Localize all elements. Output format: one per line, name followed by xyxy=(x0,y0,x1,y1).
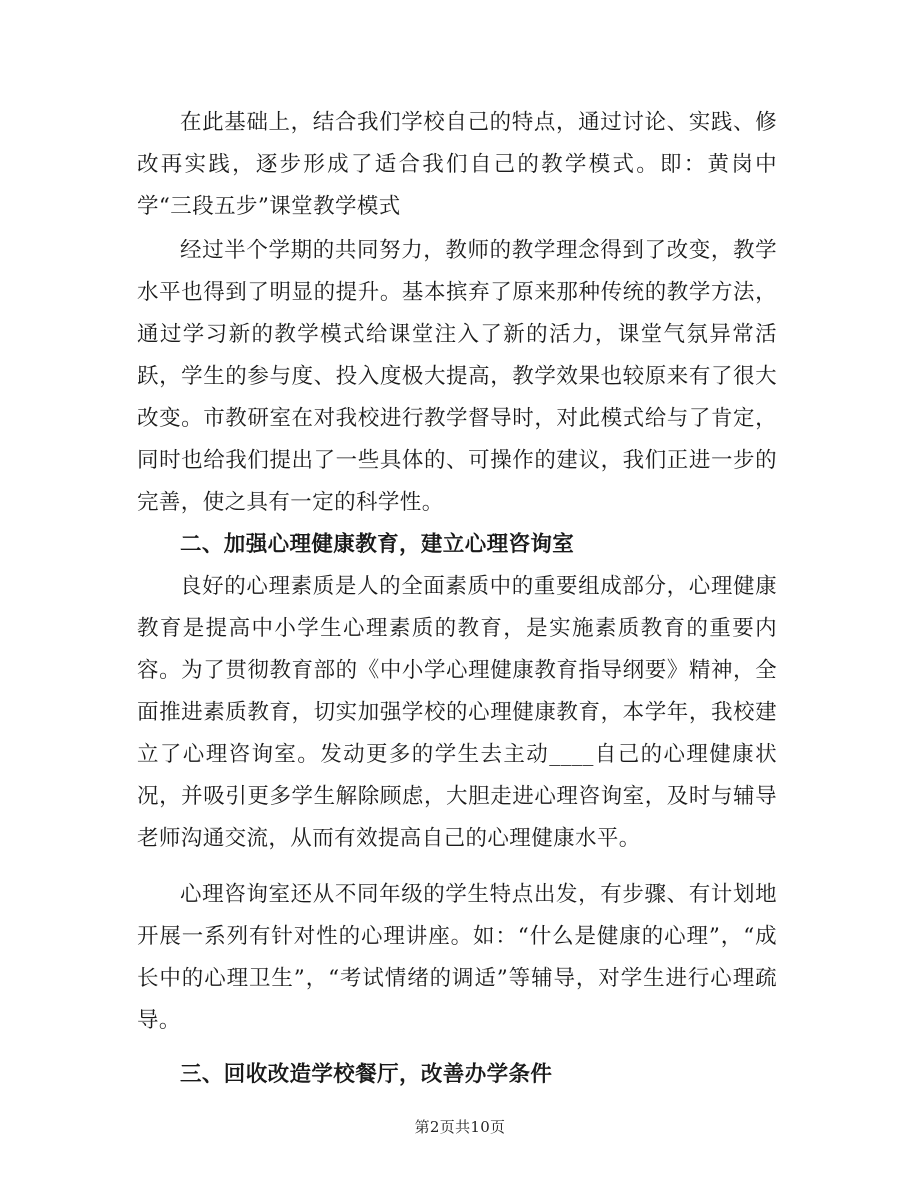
document-body xyxy=(137,102,777,1096)
paragraph: 经过半个学期的共同努力，教师的教学理念得到了改变，教学水平也得到了明显的提升。基本摈弃了原来那种传统的教学方法，通过学习新的教学模式给课堂注入了新的活力，课堂气氛异常活跃，学生的参与度、投入度极大提高，教学效果也较原来有了很大改变。市教研室在对我校进行教学督导时，对此模式给与了肯定，同时也给我们提出了一些具体的、可操作的建议，我们正进一步的完善，使之具有一定的科学性。 xyxy=(137,238,777,515)
page-number: 第2页共10页 xyxy=(414,1118,506,1136)
paragraph: 心理咨询室还从不同年级的学生特点出发，有步骤、有计划地开展一系列有针对性的心理讲座。如：“什么是健康的心理”，“成长中的心理卫生”，“考试情绪的调适”等辅导，对学生进行心理疏导。 xyxy=(137,882,777,1033)
paragraph: 良好的心理素质是人的全面素质中的重要组成部分，心理健康教育是提高中小学生心理素质的教育，是实施素质教育的重要内容。为了贯彻教育部的《中小学心理健康教育指导纲要》精神，全面推进素质教育，切实加强学校的心理健康教育，本学年，我校建立了心理咨询室。发动更多的学生去主动____自己的心理健康状况，并吸引更多学生解除顾虑，大胆走进心理咨询室，及时与辅导老师沟通交流，从而有效提高自己的心理健康水平。 xyxy=(137,574,777,851)
section-heading: 三、回收改造学校餐厅，改善办学条件 xyxy=(180,1062,553,1087)
section-heading: 二、加强心理健康教育，建立心理咨询室 xyxy=(180,532,575,557)
paragraph: 在此基础上，结合我们学校自己的特点，通过讨论、实践、修改再实践，逐步形成了适合我们自己的教学模式。即：黄岗中学“三段五步”课堂教学模式 xyxy=(137,110,777,219)
